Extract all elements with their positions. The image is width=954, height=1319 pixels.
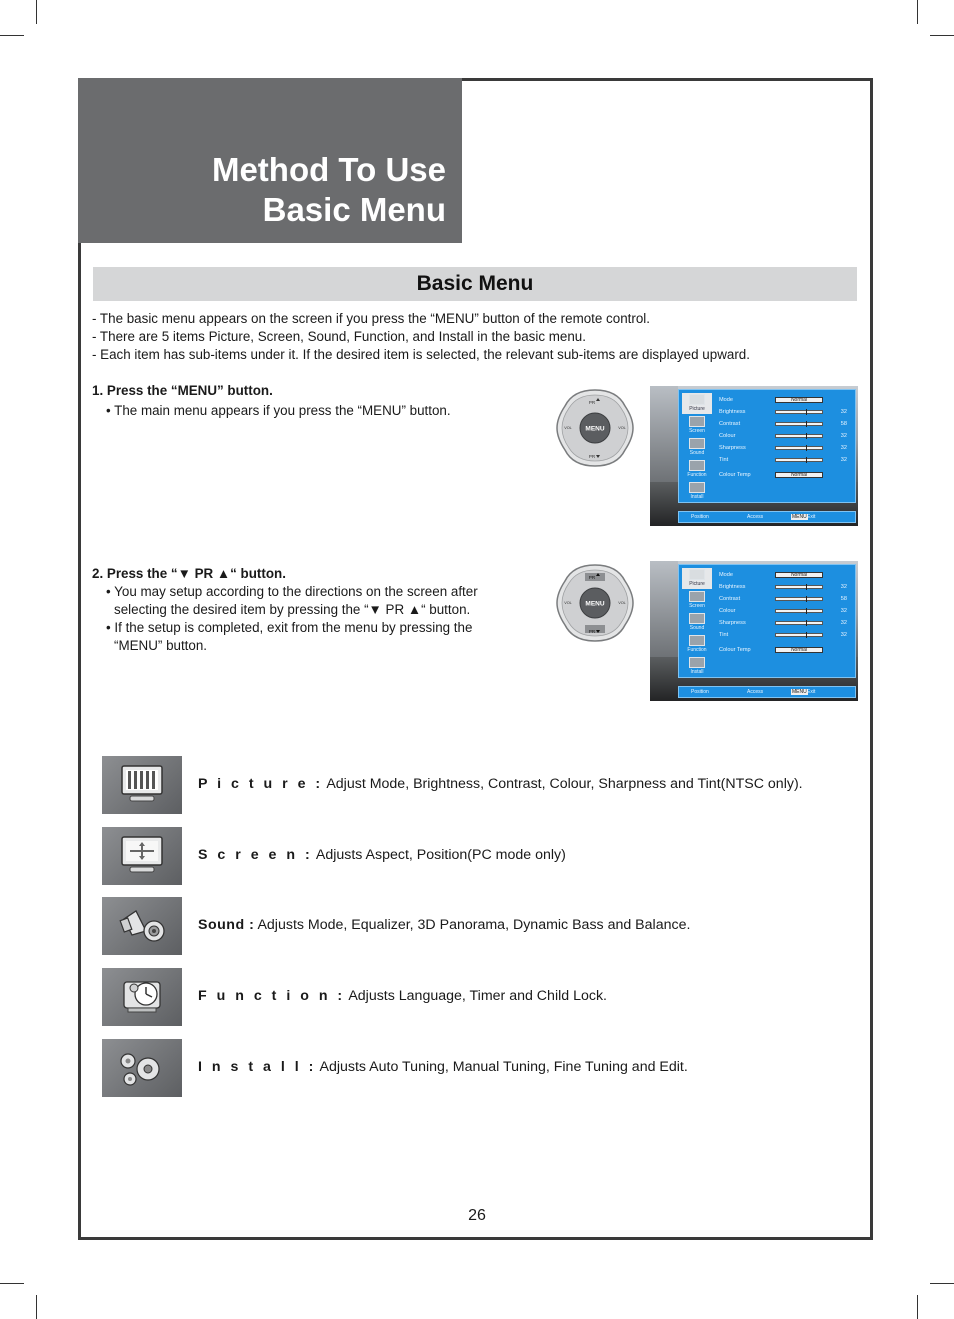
osd-sidebar	[682, 393, 712, 501]
osd-footer: Position Access MENU Exit	[678, 511, 856, 523]
screen-icon	[689, 591, 705, 602]
screen-icon	[689, 416, 705, 427]
remote-up-label: PR	[588, 575, 596, 580]
crop-mark	[36, 1295, 37, 1319]
sound-icon	[102, 897, 182, 955]
remote-dpad-icon	[555, 563, 635, 643]
osd-row-colour-temp: Colour Temp Normal	[717, 644, 853, 656]
osd-panel	[678, 389, 856, 503]
install-icon	[689, 657, 705, 668]
crop-mark	[930, 35, 954, 36]
remote-left-label: VOL	[564, 601, 572, 605]
osd-function-tab: Function	[682, 459, 712, 480]
osd-row-tint: Tint 32	[719, 457, 847, 463]
screen-icon	[102, 827, 182, 885]
osd-footer: Position Access MENU Exit	[678, 686, 856, 698]
sound-description: Sound : Adjusts Mode, Equalizer, 3D Panorama, Dynamic Bass and Balance.	[198, 917, 691, 933]
osd-picture-tab: Picture	[682, 393, 712, 414]
osd-row-colour: Colour 32	[719, 608, 847, 614]
sound-icon	[689, 438, 705, 449]
page-title-box	[78, 78, 462, 243]
intro-line: - There are 5 items Picture, Screen, Sound, Function, and Install in the basic menu.	[92, 329, 586, 344]
remote-control-pr-highlight	[555, 563, 635, 643]
osd-row-sharpness: Sharpness 32	[719, 445, 847, 451]
page-number: 26	[468, 1207, 486, 1224]
osd-row-colour: Colour 32	[719, 433, 847, 439]
install-description: I n s t a l l : Adjusts Auto Tuning, Manual Tuning, Fine Tuning and Edit.	[198, 1059, 688, 1075]
section-heading: Basic Menu	[93, 267, 857, 301]
tv-menu-screenshot	[650, 386, 858, 526]
intro-line: - Each item has sub-items under it. If the desired item is selected, the relevant sub-items are displayed upward.	[92, 347, 750, 362]
crop-mark	[917, 0, 918, 24]
osd-list	[717, 569, 853, 656]
remote-right-label: VOL	[618, 601, 626, 605]
osd-row-mode: Mode Normal	[717, 569, 853, 581]
step2-title: 2. Press the “▼ PR ▲“ button.	[92, 566, 286, 581]
osd-row-colour-temp: Colour Temp Normal	[717, 469, 853, 481]
crop-mark	[0, 35, 24, 36]
function-icon	[689, 635, 705, 646]
remote-control-menu-highlight	[555, 388, 635, 468]
osd-row-contrast: Contrast 58	[719, 596, 847, 602]
osd-row-sharpness: Sharpness 32	[719, 620, 847, 626]
osd-row-brightness: Brightness 32	[719, 584, 847, 590]
step2-line: • You may setup according to the directions on the screen after	[106, 584, 478, 599]
sound-icon	[689, 613, 705, 624]
osd-install-tab: Install	[682, 481, 712, 502]
remote-up-label: PR	[588, 400, 596, 405]
picture-description: P i c t u r e : Adjust Mode, Brightness, Contrast, Colour, Sharpness and Tint(NTSC only).	[198, 776, 803, 792]
remote-down-label: PR	[588, 629, 596, 634]
tv-menu-screenshot	[650, 561, 858, 701]
screen-description: S c r e e n : Adjusts Aspect, Position(PC mode only)	[198, 847, 566, 863]
osd-sidebar	[682, 568, 712, 676]
osd-panel	[678, 564, 856, 678]
picture-icon	[102, 756, 182, 814]
remote-dpad-icon	[555, 388, 635, 468]
remote-right-label: VOL	[618, 426, 626, 430]
picture-icon	[689, 394, 705, 405]
crop-mark	[36, 0, 37, 24]
function-icon	[102, 968, 182, 1026]
step2-line: selecting the desired item by pressing the “▼ PR ▲“ button.	[114, 602, 471, 617]
step2-line: “MENU” button.	[114, 638, 208, 653]
install-icon	[102, 1039, 182, 1097]
osd-screen-tab: Screen	[682, 415, 712, 436]
remote-down-label: PR	[588, 454, 596, 459]
osd-screen-tab: Screen	[682, 590, 712, 611]
intro-line: - The basic menu appears on the screen if you press the “MENU” button of the remote control.	[92, 311, 650, 326]
osd-row-contrast: Contrast 58	[719, 421, 847, 427]
step1-line: • The main menu appears if you press the “MENU” button.	[106, 403, 451, 418]
function-description: F u n c t i o n : Adjusts Language, Timer and Child Lock.	[198, 988, 607, 1004]
osd-install-tab: Install	[682, 656, 712, 677]
osd-row-brightness: Brightness 32	[719, 409, 847, 415]
page-title-line1: Method To Use	[211, 151, 446, 188]
step2-line: • If the setup is completed, exit from the menu by pressing the	[106, 620, 473, 635]
osd-sound-tab: Sound	[682, 612, 712, 633]
remote-center-label: MENU	[585, 600, 605, 608]
step1-title: 1. Press the “MENU” button.	[92, 383, 273, 398]
crop-mark	[917, 1295, 918, 1319]
crop-mark	[0, 1283, 24, 1284]
osd-function-tab: Function	[682, 634, 712, 655]
page-title-line2: Basic Menu	[262, 191, 446, 228]
crop-mark	[930, 1283, 954, 1284]
osd-sound-tab: Sound	[682, 437, 712, 458]
function-icon	[689, 460, 705, 471]
picture-icon	[689, 569, 705, 580]
intro-text	[92, 310, 750, 364]
osd-row-tint: Tint 32	[719, 632, 847, 638]
remote-left-label: VOL	[564, 426, 572, 430]
osd-list	[717, 394, 853, 481]
osd-row-mode: Mode Normal	[717, 394, 853, 406]
install-icon	[689, 482, 705, 493]
remote-center-label: MENU	[585, 425, 605, 433]
osd-picture-tab: Picture	[682, 568, 712, 589]
